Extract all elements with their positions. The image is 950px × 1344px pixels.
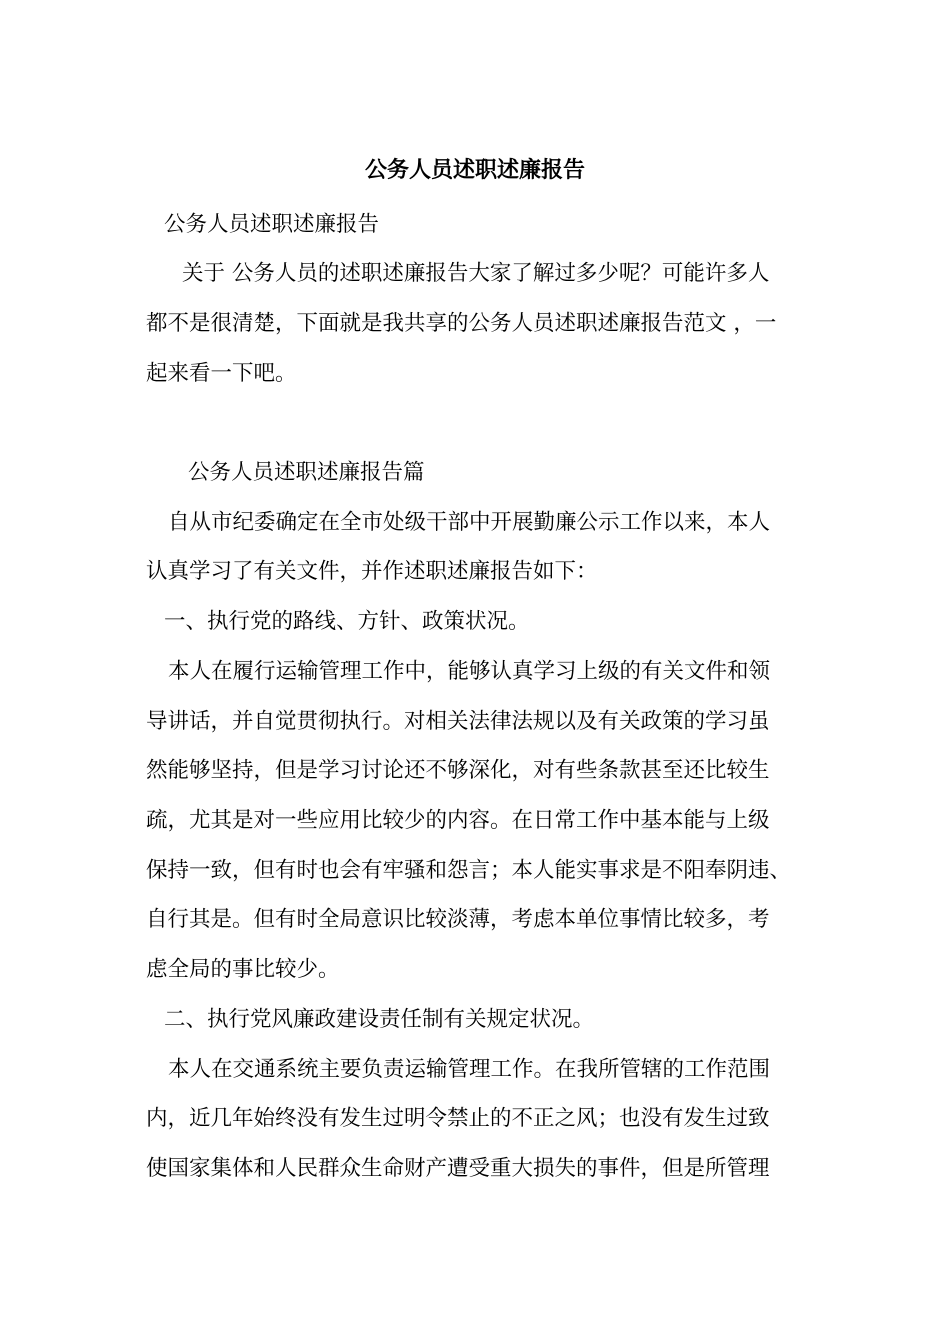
intro-line-3: 起来看一下吧。 [146, 361, 297, 386]
subtitle-line: 公务人员述职述廉报告 [164, 212, 380, 237]
body-line-5: 然能够坚持，但是学习讨论还不够深化，对有些条款甚至还比较生 [146, 758, 770, 783]
intro-line-2: 都不是很清楚，下面就是我共享的公务人员述职述廉报告范文 ，一 [146, 311, 777, 336]
body-line-12: 使国家集体和人民群众生命财产遭受重大损失的事件，但是所管理 [146, 1156, 770, 1181]
body-line-2: 认真学习了有关文件，并作述职述廉报告如下： [146, 559, 598, 584]
body-line-9: 虑全局的事比较少。 [146, 957, 340, 982]
document-title: 公务人员述职述廉报告 [364, 157, 585, 183]
subheading-2: 二、执行党风廉政建设责任制有关规定状况。 [164, 1007, 595, 1032]
body-line-4: 导讲话，并自觉贯彻执行。对相关法律法规以及有关政策的学习虽 [146, 709, 770, 734]
body-line-10: 本人在交通系统主要负责运输管理工作。在我所管辖的工作范围 [168, 1057, 771, 1082]
intro-line-1: 关于 公务人员的述职述廉报告大家了解过多少呢？可能许多人 [182, 261, 770, 286]
body-line-11: 内，近几年始终没有发生过明令禁止的不正之风；也没有发生过致 [146, 1106, 770, 1131]
body-line-6: 疏，尤其是对一些应用比较少的内容。在日常工作中基本能与上级 [146, 808, 770, 833]
section-heading: 公务人员述职述廉报告篇 [188, 460, 425, 485]
body-line-3: 本人在履行运输管理工作中，能够认真学习上级的有关文件和领 [168, 659, 771, 684]
body-line-1: 自从市纪委确定在全市处级干部中开展勤廉公示工作以来，本人 [168, 510, 771, 535]
body-line-7: 保持一致，但有时也会有牢骚和怨言；本人能实事求是不阳奉阴违、 [146, 858, 792, 883]
subheading-1: 一、执行党的路线、方针、政策状况。 [164, 609, 530, 634]
body-line-8: 自行其是。但有时全局意识比较淡薄，考虑本单位事情比较多，考 [146, 907, 770, 932]
